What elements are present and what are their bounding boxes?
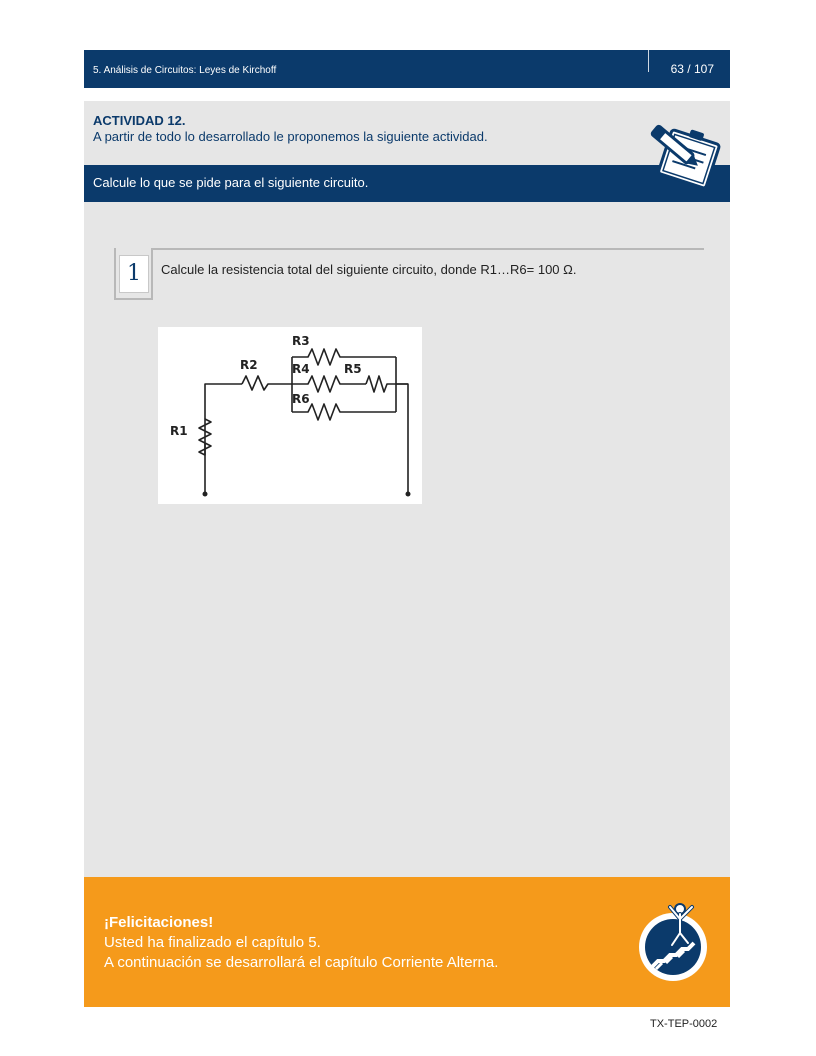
success-climber-icon xyxy=(632,897,714,985)
instruction-banner xyxy=(84,165,730,202)
resistor-r4 xyxy=(292,376,366,392)
wire-right xyxy=(396,384,408,494)
activity-subtitle: A partir de todo lo desarrollado le proponemos la siguiente actividad. xyxy=(93,129,488,144)
completion-footer xyxy=(84,877,730,1007)
activity-heading xyxy=(93,113,488,145)
chapter-title: 5. Análisis de Circuitos: Leyes de Kirchoff xyxy=(93,65,277,76)
congrats-line-2: A continuación se desarrollará el capítulo Corriente Alterna. xyxy=(104,954,499,971)
wire-r1-top xyxy=(205,384,242,419)
label-r3: R3 xyxy=(292,334,310,348)
resistor-r2 xyxy=(242,376,292,390)
header-divider xyxy=(648,50,649,72)
terminal-left xyxy=(203,492,208,497)
question-rule xyxy=(114,248,704,250)
label-r5: R5 xyxy=(344,362,362,376)
resistor-r6 xyxy=(292,404,396,420)
question-number: 1 xyxy=(119,255,149,293)
page-header xyxy=(84,50,730,88)
resistor-r1 xyxy=(199,419,211,455)
clipboard-pencil-icon xyxy=(642,119,734,191)
label-r4: R4 xyxy=(292,362,310,376)
circuit-diagram xyxy=(158,327,422,504)
label-r1: R1 xyxy=(170,424,188,438)
congrats-line-1: Usted ha finalizado el capítulo 5. xyxy=(104,934,321,951)
terminal-right xyxy=(406,492,411,497)
instruction-text: Calcule lo que se pide para el siguiente circuito. xyxy=(93,175,369,190)
label-r6: R6 xyxy=(292,392,310,406)
document-code: TX-TEP-0002 xyxy=(650,1018,718,1030)
question-number-box xyxy=(114,248,153,300)
question-text: Calcule la resistencia total del siguiente circuito, donde R1…R6= 100 Ω. xyxy=(161,262,577,277)
label-r2: R2 xyxy=(240,358,258,372)
congrats-title: ¡Felicitaciones! xyxy=(104,914,214,931)
activity-panel xyxy=(84,101,730,877)
activity-title: ACTIVIDAD 12. xyxy=(93,113,186,128)
page-number: 63 / 107 xyxy=(670,62,714,76)
